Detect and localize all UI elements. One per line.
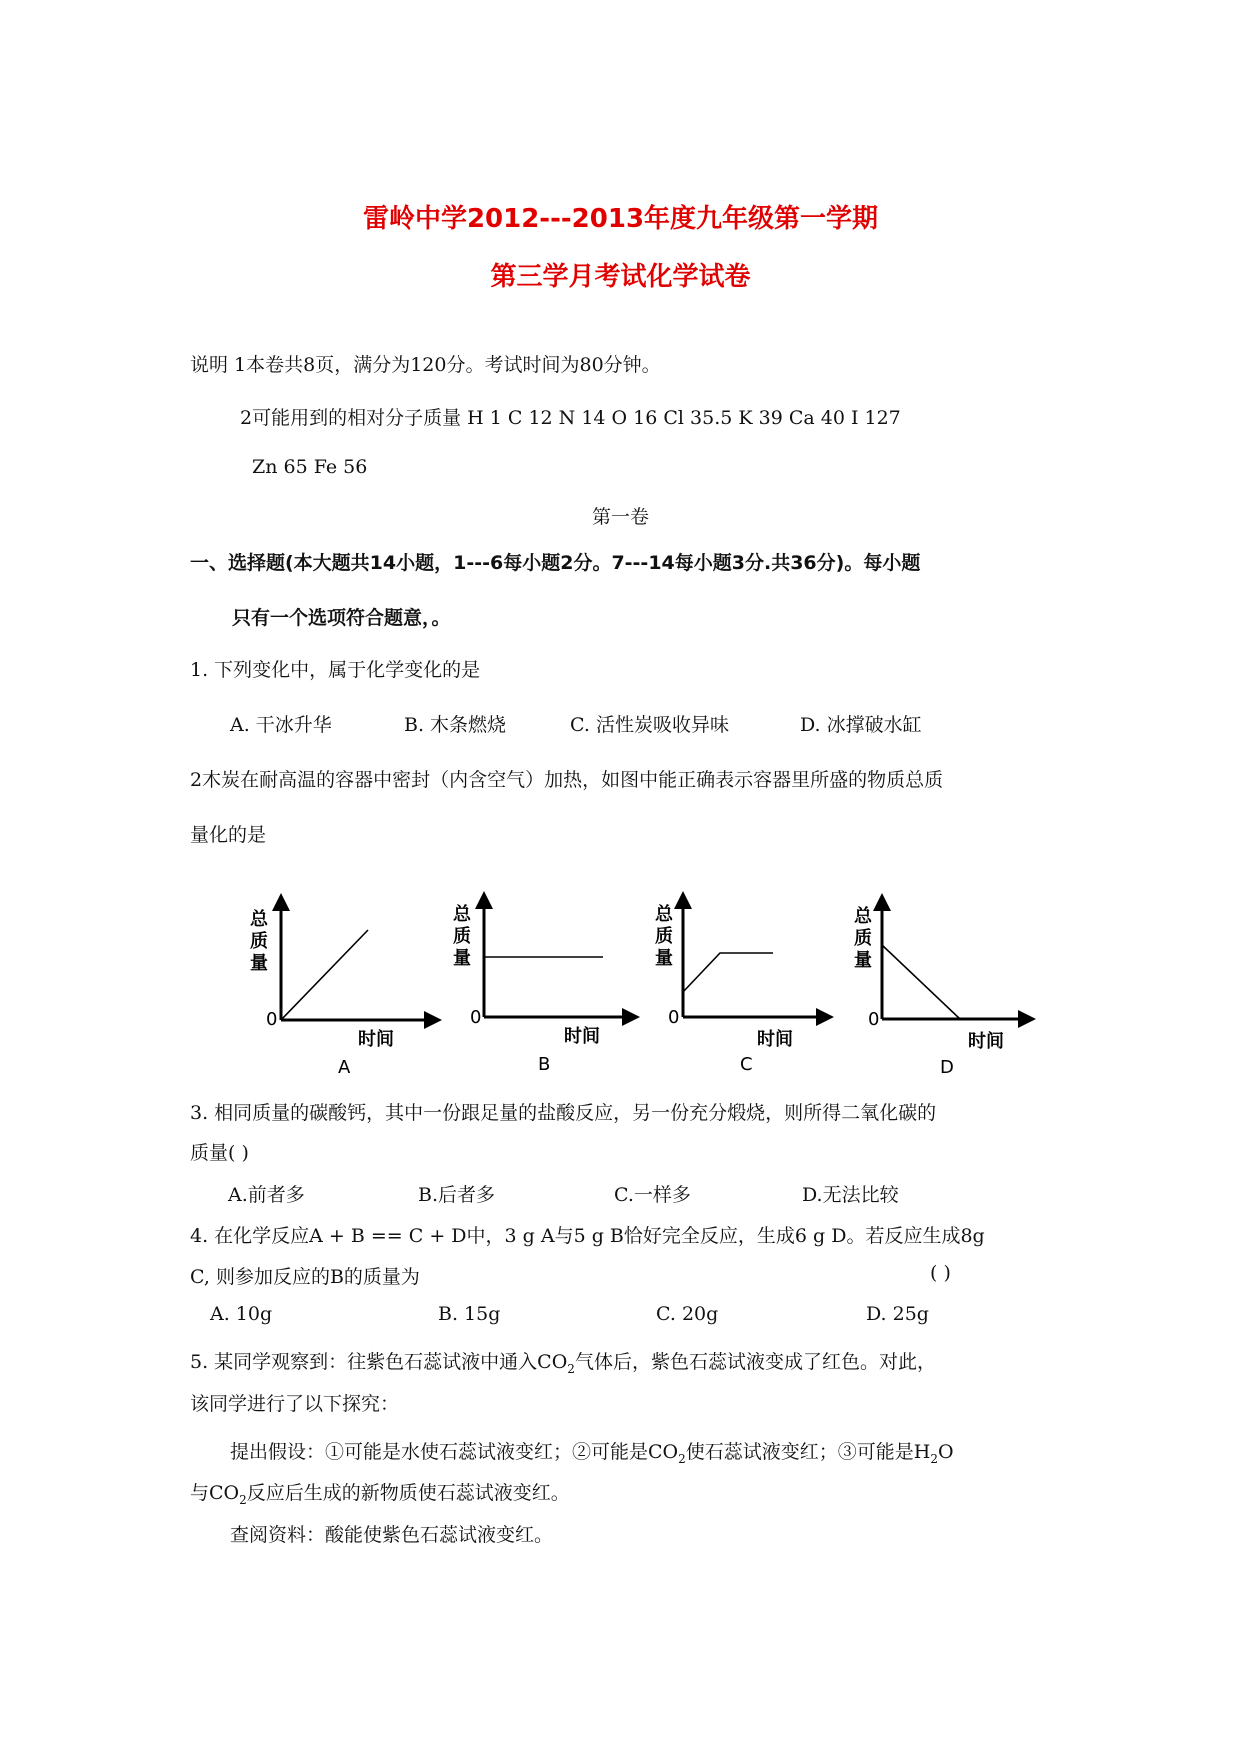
svg-text:质: 质: [854, 928, 872, 949]
section1-heading-line1: 一、选择题(本大题共14小题，1---6每小题2分。7---14每小题3分.共36分)。每小题: [190, 552, 921, 574]
q4-option-d: D. 25g: [866, 1303, 929, 1325]
graph-curve: [281, 930, 368, 1020]
section1-heading-line2: 只有一个选项符合题意，。: [232, 607, 451, 629]
exam-title-line1: 雷岭中学2012---2013年度九年级第一学期: [362, 204, 879, 234]
svg-text:质: 质: [453, 926, 471, 947]
q3-stem-line2: 质量( ): [190, 1142, 249, 1164]
instruction-line1: 说明 1本卷共8页，满分为120分。考试时间为80分钟。: [190, 354, 661, 376]
svg-text:0: 0: [470, 1007, 482, 1028]
instruction-line3: Zn 65 Fe 56: [252, 456, 368, 478]
q2-stem-line1: 2木炭在耐高温的容器中密封（内含空气）加热，如图中能正确表示容器里所盛的物质总质: [190, 769, 944, 791]
q5-line3: 提出假设：①可能是水使石蕊试液变红；②可能是$CO_2$使石蕊试液变红；③可能是$H_2O$: [230, 1441, 954, 1466]
y-axis-arrow: [873, 893, 891, 911]
svg-text:D: D: [940, 1057, 954, 1078]
exam-title-line2: 第三学月考试化学试卷: [490, 262, 751, 292]
svg-text:B: B: [538, 1054, 551, 1075]
graph-curve: [683, 953, 773, 992]
graph-d: [842, 895, 1062, 1080]
q5-line4: 与$CO_2$反应后生成的新物质使石蕊试液变红。: [190, 1482, 570, 1507]
q1-stem: 1. 下列变化中，属于化学变化的是: [190, 659, 481, 681]
q1-option-d: D. 冰撑破水缸: [800, 714, 922, 736]
graph-b: [448, 895, 668, 1080]
svg-text:时间: 时间: [564, 1026, 600, 1047]
x-axis-arrow: [622, 1008, 640, 1026]
graph-xlabel: 时间: [358, 1029, 394, 1050]
instruction-line2: 2可能用到的相对分子质量 H 1 C 12 N 14 O 16 Cl 35.5 K 39 Ca 40 I 127: [240, 407, 901, 429]
q1-option-b: B. 木条燃烧: [404, 714, 507, 736]
svg-text:质: 质: [655, 926, 673, 947]
graph-curve: [882, 945, 960, 1019]
q3-option-a: A.前者多: [228, 1184, 305, 1206]
svg-text:总: 总: [655, 904, 673, 925]
q5-line5: 查阅资料：酸能使紫色石蕊试液变红。: [230, 1524, 554, 1546]
y-axis-arrow: [475, 891, 493, 909]
y-axis-arrow: [272, 893, 290, 911]
x-axis-arrow: [424, 1011, 442, 1029]
graph-label: A: [338, 1057, 351, 1078]
volume-label: 第一卷: [591, 506, 649, 528]
q1-option-c: C. 活性炭吸收异味: [570, 714, 729, 736]
svg-text:总: 总: [854, 906, 872, 927]
graph-ylabel-char: 质: [250, 931, 268, 952]
q4-option-b: B. 15g: [438, 1303, 501, 1325]
svg-text:量: 量: [655, 948, 673, 969]
q2-stem-line2: 量化的是: [190, 824, 267, 846]
q5-line2: 该同学进行了以下探究：: [190, 1393, 400, 1415]
x-axis-arrow: [816, 1008, 834, 1026]
svg-text:C: C: [740, 1054, 753, 1075]
svg-text:量: 量: [453, 948, 471, 969]
q4-stem-line1: 4. 在化学反应A + B == C + D中，3 g A与5 g B恰好完全反应，生成6 g D。若反应生成8g: [190, 1225, 985, 1247]
graph-c: [640, 895, 860, 1080]
q3-stem-line1: 3. 相同质量的碳酸钙，其中一份跟足量的盐酸反应，另一份充分煅烧，则所得二氧化碳的: [190, 1102, 937, 1124]
q3-option-d: D.无法比较: [802, 1184, 899, 1206]
q4-option-a: A. 10g: [210, 1303, 273, 1325]
svg-text:总: 总: [453, 904, 471, 925]
svg-text:时间: 时间: [757, 1029, 793, 1050]
graph-ylabel-char: 总: [250, 909, 268, 930]
svg-text:时间: 时间: [968, 1031, 1004, 1052]
q3-option-c: C.一样多: [614, 1184, 691, 1206]
svg-text:量: 量: [854, 950, 872, 971]
q3-option-b: B.后者多: [418, 1184, 496, 1206]
y-axis-arrow: [674, 891, 692, 909]
svg-text:0: 0: [868, 1009, 880, 1030]
q1-option-a: A. 干冰升华: [230, 714, 332, 736]
q4-answer-paren: ( ): [930, 1262, 951, 1284]
q4-option-c: C. 20g: [656, 1303, 719, 1325]
svg-text:0: 0: [668, 1007, 680, 1028]
x-axis-arrow: [1018, 1010, 1036, 1028]
graph-ylabel-char: 量: [250, 953, 268, 974]
graph-origin: 0: [266, 1009, 278, 1030]
q5-line1: 5. 某同学观察到：往紫色石蕊试液中通入$CO_2$气体后，紫色石蕊试液变成了红色。对此，: [190, 1351, 936, 1376]
graph-a: [248, 895, 468, 1080]
q4-stem-line2: C, 则参加反应的B的质量为: [190, 1266, 420, 1288]
